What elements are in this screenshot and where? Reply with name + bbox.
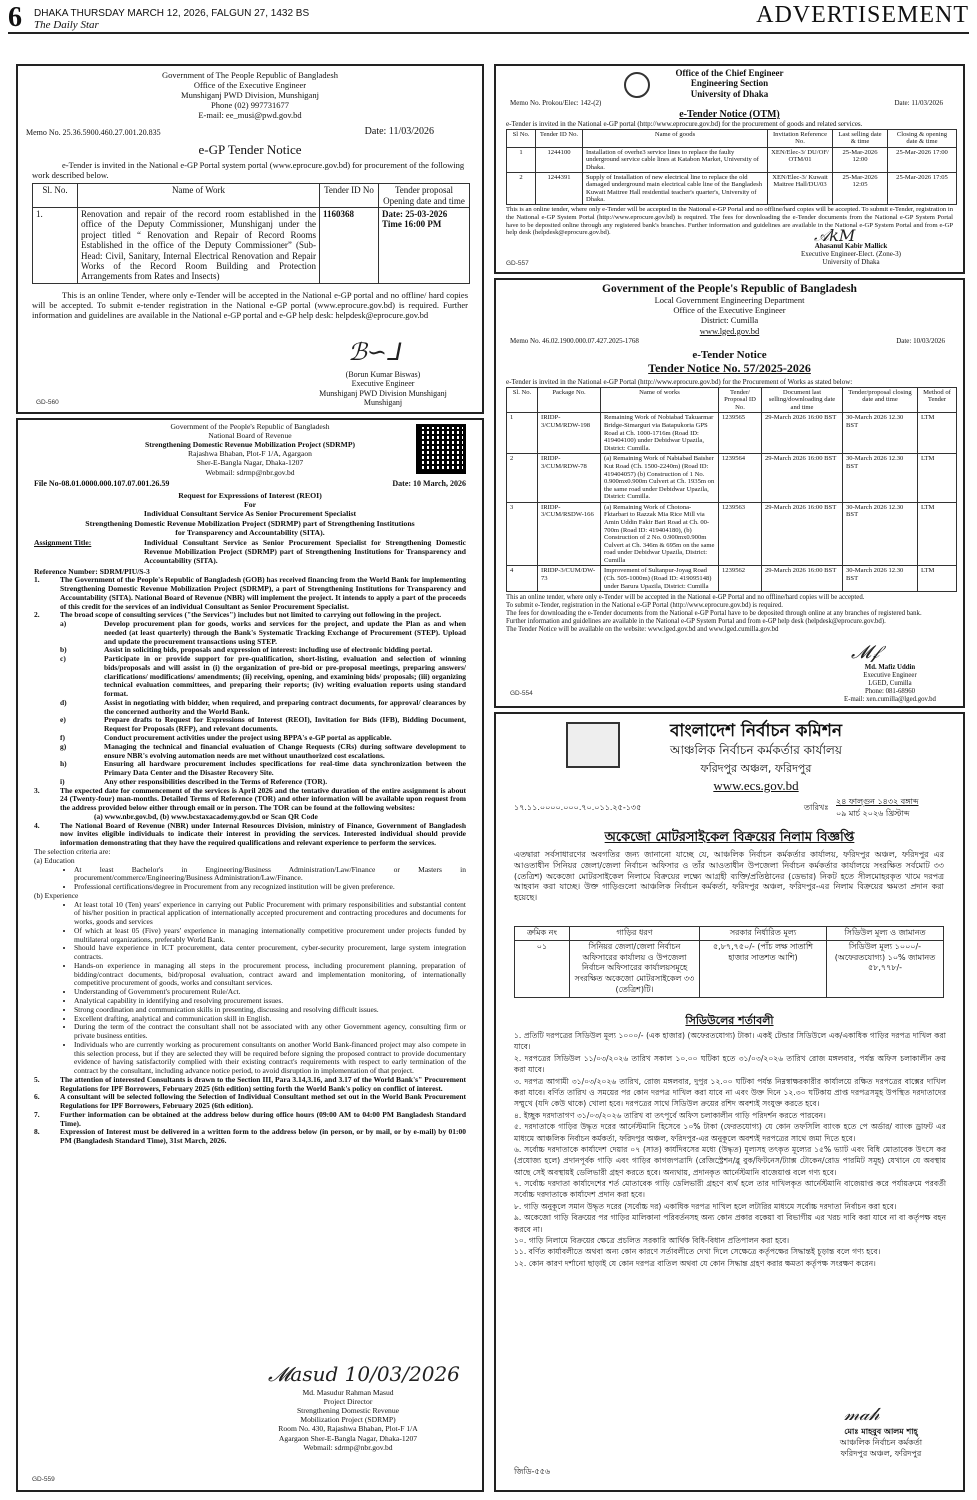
scope-list: [60, 620, 466, 787]
table-row: 1 IRIDP-3/CUM/RDW-198 Remaining Work of Nobiabad Takuarmar Bridge-Simarguri via Batapukoria GPS Road at Ch. 1000-1716m (Road ID: 419404100) under Debidwar Upazila, District: Cumilla. 1239565 29-March 2026 16:00 BST 30-March 2026 12.30 BST LTM: [507, 413, 957, 454]
header-line: Government of the People's Republic of Bangladesh: [170, 422, 330, 431]
auction-table: [514, 926, 944, 998]
col-header: Sl. No.: [507, 387, 538, 413]
list-item: h) Ensuring all hardware procurement includes specifications for real-time data synchronization between the Primary Data Center and the Disaster Recovery Site.: [60, 759, 466, 778]
header-line: Munshiganj PWD Division, Munshiganj: [181, 90, 319, 101]
list-item: ৬. সর্বোচ্চ দরদাতাকে কার্যাদেশ দেয়ার ০৭ (সাত) কার্যদিবসের মধ্যে (উদ্ধৃত) মূল্যসহ তৎকৃত মূল্যের ১৫% ভ্যাট এবং বিধি মোতাবেক উৎসে কর (প্রযোজ্য হলে) প্রদানপূর্বক গাড়ি এবং গাড়ির কাগজপত্রাদি (রেজিস্ট্রেশন/ব্লু বুক/ফিটনেস/ট্যাক্স টোকেন/রোড পারমিট সমূহ) যেখানে যে অবস্থায় আছে সেই অবস্থায়ই ডেলিভারী গ্রহণ করতে হবে। অন্যথায়, প্রদানকৃত আর্নেস্টমানি বাজেয়াপ্ত বলে গণ্য হবে।: [514, 1144, 946, 1177]
signature: 𝒜kM: [814, 226, 856, 245]
note-line: The Tender Notice will be available on the website: www.lged.gov.bd and www.lged.cumilla.gov.bd: [506, 625, 779, 633]
ad-election-commission: [494, 712, 965, 1492]
para-6: A consultant will be selected following the Selection of Individual Consultant method set out in the World Bank Procurement Regulations for IPF Borrowers, February 2025 (6th edition).: [60, 1092, 466, 1111]
signer-line: E-mail: xen.cumilla@lged.gov.bd: [844, 696, 936, 704]
col-header: গাড়ির ধরণ: [570, 927, 700, 941]
header-line: Local Government Engineering Department: [654, 295, 805, 305]
memo-number: Memo No. Prokou/Elec: 142-(2): [510, 99, 602, 108]
header-line: National Board of Revenue: [208, 431, 292, 441]
criteria-label: The selection criteria are:: [34, 846, 111, 856]
signature: 𝓜asud 10/03/2026: [268, 1362, 460, 1386]
note-line: This an online tender, where only e-Tender will be accepted in the National e-GP Portal and no offline/hard copies will be accepted.: [506, 594, 865, 602]
col-header: Sl. No.: [33, 184, 78, 208]
page-number: 6: [8, 2, 22, 33]
signer-line: Room No. 430, Rajashwa Bhaban, Plot-F 1/A: [278, 1424, 418, 1434]
para-5: The attention of interested Consultants is drawn to the Section III, Para 3.14,3.16, and 3.17 of the World Bank's" Procurement Regulations for IPF Borrowers, February 2025 (6th edition) setting forth the World Bank's policy on conflict of interest.: [60, 1074, 466, 1093]
note-line: Further information and guidelines are available in the National e-GP System Portal and from e-GP help desk (helpdesk@eprocure.gov.bd).: [506, 618, 886, 626]
intro-text: এতদ্বারা সর্বসাধারণের অবগতির জন্য জানানো যাচ্ছে যে, আঞ্চলিক নির্বাচন কর্মকর্তার কার্যালয়, ফরিদপুর অঞ্চল, ফরিদপুর এর আওতাধীন সিনিয়র জেলা/জেলা নির্বাচন অফিসার ও তাঁর আওতাধীন উপজেলা নির্বাচন কর্মকর্তার কার্যালয়ে সংরক্ষিত সর্বমোট ৩৩ (তেত্রিশ) অকেজো মোটরসাইকেল নিলামে বিক্রয়ের লক্ষ্যে আগ্রহী ব্যক্তি/প্রতিষ্ঠানের (ডেভার) নিকট হতে সীলমোহরকৃত খামে দরপত্র আহবান করা যাচ্ছে। উক্ত গাড়িগুলো আঞ্চলিক নির্বাচন কর্মকর্তা, ফরিদপুর অঞ্চল, ফরিদপুর-এর নিলাম বিক্রয়ের ক্ষমতা প্রদান করা হয়েছে।: [514, 850, 944, 903]
list-item: • Individuals who are currently working as procurement consultants on another World Bank-financed project may also compete in this selection process, but if they are selected they will be required before signing the proposed contract to provide documentary evidence of having satisfactorily complied with their existing contract's requirements with respect to early termination of the contract by the consultant, including advance notice period, to avoid disruption in implementation of that project.: [74, 1041, 466, 1076]
col-header: Invitation Reference No.: [768, 130, 833, 148]
ad-munshiganj-pwd: [16, 64, 484, 414]
list-item: ৭. সর্বোচ্চ দরদাতা কার্যাদেশের শর্ত মোতাবেক গাড়ি ডেলিভারী গ্রহণে ব্যর্থ হলে তার দাখিলকৃত আর্নেস্টমানি বাজেয়াপ্ত করে পর্যায়ক্রমে পরবর্তী সর্বোচ্চ দরদাতাকে কার্যাদেশ প্রদান করা হবে।: [514, 1179, 946, 1200]
table-row: 1 1244100 Installation of overhe3 service lines to replace the faulty underground service cable lines at Katabon Market, University of Dhaka. XEN/Elec-3/ DU/OF/ OTM/01 25-Mar-2026 12:00 25-Mar-2026 17:00: [507, 147, 957, 172]
list-item: ৪. ইচ্ছুক দরদাতাগণ ৩১/০৩/২০২৬ তারিখ বা তৎপূর্বে অফিস চলাকালীন গাড়ি পরিদর্শন করতে পারবেন।: [514, 1110, 826, 1120]
intro-text: e-Tender is invited in the National e-GP portal (http://www.eprocure.gov.bd) for the procurement of goods and related services.: [506, 120, 863, 129]
header-line: Office of the Chief Engineer: [675, 68, 784, 78]
notice-title: e-Tender Notice: [692, 348, 767, 361]
section-title: ADVERTISEMENT: [756, 2, 969, 28]
signer-line: LGED, Cumilla: [868, 680, 912, 688]
list-item: • Excellent drafting, analytical and communication skill in English.: [74, 1015, 466, 1024]
header-line: University of Dhaka: [690, 88, 769, 99]
assignment-label: Assignment Title:: [34, 538, 92, 548]
online-note: This is an online tender, where only e-Tender will be accepted in the National e-GP Portal and no offline/hard copies will be accepted. To submit e-Tender, registration in the National e-GP System Portal (http://www.eprocure.gov.bd) is required. The fees for downloading the e-Tender documents from the National e-GP System Portal have to be deposited online through any registered bank's branches. Further information and guidelines are available in the National e-GP System Portal and from e-GP help desk (helpdesk@eprocure.gov.bd).: [506, 206, 953, 237]
col-header: সরকার নির্ধারিত মূল্য: [700, 927, 827, 941]
col-header: Tender/ Proposal ID No.: [719, 387, 762, 413]
para-3: The expected date for commencement of the services is April 2026 and the tentative duration of the entire assignment is about 24 (Twenty-four) man-months. Detailed Terms of Reference (TOR) and other information will be available upon request from the address provided below either through email or in person. The TOR can be found at the following websites:: [60, 785, 466, 813]
terms-list: [514, 1030, 946, 1269]
intro-text: e-Tender is invited in the National e-GP Portal (http://www.eprocure.gov.bd) for the Procurement of Works as stated below:: [506, 377, 853, 386]
list-item: ২. দরপত্রের সিডিউল ১১/০৩/২০২৬ তারিখ সকাল ১০.০০ ঘটিকা হতে ৩১/০৩/২০২৬ তারিখ রোজ মঙ্গলবার, পর্যন্ত অফিস চলাকালীন ক্রয় করা যাবে।: [514, 1053, 946, 1075]
date-bangla: ২৪ ফাল্গুন ১৪৩২ বঙ্গাব্দ: [836, 797, 919, 806]
notice-title: e-GP Tender Notice: [198, 142, 302, 158]
para-1: The Government of the People's Republic of Bangladesh (GOB) has received financing from the World Bank for implementing Strengthening Domestic Revenue Mobilization Project (SDRMP), a part of Strengthening Institutions for Transparency and Accountability (SITA). National Board of Revenue (NBR) will implement the project. It intends to apply a part of the proceeds of this credit for the services of an individual Consultant as Senior Procurement Specialist.: [60, 575, 466, 611]
header-line: District: Cumilla: [700, 315, 759, 326]
signer-line: Phone: 081-68960: [864, 688, 916, 696]
tender-table: [506, 129, 957, 205]
signer-line: Md. Mafiz Uddin: [864, 664, 916, 671]
list-item: e) Prepare drafts to Request for Expressions of Interest (REOI), Invitation for Bids (IFB), Bidding Document, Request for Proposals (RFP), and relevant documents.: [60, 715, 466, 734]
memo-number: Memo No. 25.36.5900.460.27.001.20.835: [26, 128, 161, 138]
signer-line: Agargaon Sher-E-Bangla Nagar, Dhaka-1207: [278, 1433, 418, 1443]
header-line: Strengthening Domestic Revenue Mobilization Project (SDRMP): [145, 440, 355, 450]
tender-table: [32, 183, 470, 283]
signer-line: Strengthening Domestic Revenue: [296, 1406, 400, 1416]
signature: 𝓜𝒻: [851, 642, 880, 663]
qr-code[interactable]: [416, 424, 466, 474]
title-line: Individual Consultant Service As Senior Procurement Specialist: [143, 509, 357, 519]
col-header: Package No.: [538, 387, 601, 413]
col-header: Closing & opening date & time: [888, 130, 957, 148]
list-item: • At least total 10 (Ten) years' experience in carrying out Public Procurement with primary responsibilities and substantial content of his/her position in practical application of internationally accepted procurement and contracting procedures and documents for works, goods and services: [74, 901, 466, 927]
col-header: Document last selling/downloading date and time: [762, 387, 843, 413]
signature: 𝓂𝒶𝒽: [844, 1404, 880, 1425]
office-name: আঞ্চলিক নির্বাচন কর্মকর্তার কার্যালয়: [670, 743, 842, 757]
list-item: f) Conduct procurement activities under the project using BPPA's e-GP portal as applicable.: [60, 733, 392, 743]
header-line: Government of The People Republic of Bangladesh: [162, 70, 338, 80]
list-item: • Hands-on experience in managing all steps in the procurement process, including procurement planning, preparation of bidding/contract documents, bid/proposal evaluation, contract award and implementation monitoring, of internationally competitive procurement of goods, works and consultant services.: [74, 962, 466, 988]
website-link[interactable]: www.ecs.gov.bd: [713, 778, 799, 793]
page-masthead: [8, 2, 969, 34]
list-item: ৯. অকেজো গাড়ি বিক্রয়ের পর গাড়ির মালিকানা পরিবর্তনসহ অন্য কোন প্রকার বকেয়া বা বিভাগীয় এর খরচ দাবি করা যাবে না বা কর্তৃপক্ষ বহন করবে না।: [514, 1213, 946, 1234]
col-header: Last selling date & time: [833, 130, 888, 148]
header-line: Engineering Section: [690, 78, 769, 89]
table-row: [33, 208, 470, 283]
cell-opening: Date: 25-03-2026 Time 16:00 PM: [379, 208, 470, 283]
cell-sl: 1.: [33, 208, 78, 283]
notice-title: e-Tender Notice (OTM): [679, 109, 780, 121]
signer-line: Mobilization Project (SDRMP): [300, 1415, 396, 1425]
title-line: For: [243, 500, 257, 509]
notice-date: Date: 10 March, 2026: [392, 478, 466, 488]
notice-date: Date: 10/03/2026: [896, 336, 945, 345]
signer-line: University of Dhaka: [822, 258, 880, 267]
date-gregorian: ০৯ মার্চ ২০২৬ খ্রিস্টাব্দ: [836, 809, 910, 818]
signature: ℬ∽⅃: [348, 338, 401, 366]
note-line: The fees for downloading the e-Tender documents from the National e-GP Portal have to be deposited through online at any branches of registered bank.: [506, 610, 922, 618]
para-7: Further information can be obtained at the address below during office hours (09:00 AM to 04:00 PM Bangladesh Standard Time).: [60, 1109, 466, 1128]
gov-title: Government of the People's Republic of Bangladesh: [602, 283, 857, 295]
col-header: Method of Tender: [918, 387, 957, 413]
date-label: তারিখঃ: [804, 803, 829, 812]
list-item: • Professional certifications/degree in Procurement from any recognized institution will be given preference.: [74, 883, 466, 892]
list-item: ৮. গাড়ি অনুকূলে সমান উদ্ধৃত দরের (সর্বোচ্চ দর) একাধিক দরপত্র দাখিল হলে লটারির মাধ্যমে সর্বোচ্চ দরদাতা নির্বাচন করা হবে।: [514, 1201, 897, 1211]
col-header: Tender proposal Opening date and time: [379, 184, 470, 208]
title-line: Request for Expressions of Interest (REOI): [178, 490, 322, 500]
signer-line: আঞ্চলিক নির্বাচন কর্মকর্তা: [839, 1438, 923, 1448]
header-line: Phone (02) 997731677: [211, 100, 289, 111]
ad-code: GD-554: [510, 690, 533, 697]
header-line: E-mail: ee_musi@pwd.gov.bd: [198, 110, 302, 121]
dateline: DHAKA THURSDAY MARCH 12, 2026, FALGUN 27, 1432 BS: [34, 8, 310, 19]
col-header: Tender ID No.: [536, 130, 583, 148]
website-link[interactable]: www.lged.gov.bd: [699, 325, 760, 336]
ad-lged-cumilla: [494, 278, 965, 708]
ad-code: জিডি-৫৫৬: [514, 1467, 551, 1476]
signer-line: Ahasanul Kabir Mallick: [814, 242, 888, 250]
title-line: Strengthening Domestic Revenue Mobilization Project (SDRMP) part of Strengthening Institutions: [85, 518, 415, 528]
note-line: To submit e-Tender, registration in the National e-GP Portal (http://www.eprocure.gov.bd) is required.: [506, 602, 783, 610]
para-8: Expression of Interest must be delivered in a written form to the address below (in person, or by mail, or by e-mail) by 01:00 PM (Bangladesh Standard Time), 31st March, 2026.: [60, 1127, 466, 1146]
list-item: ৫. দরদাতাকে গাড়ির উদ্ধৃত দরের আর্নেস্টমানি হিসেবে ১০% টাকা (ফেরতযোগ্য) যে কোন তফসিলি ব্যাংক হতে পে অর্ডার/ ব্যাংক ড্রাফট এর মাধ্যমে আঞ্চলিক নির্বাচন কর্মকর্তা, ফরিদপুর অঞ্চল, ফরিদপুর-এর অনুকূলে অবশ্যই দরপত্রের সাথে জমা দিতে হবে।: [514, 1122, 946, 1143]
list-item: • Understanding of Government's procurement Rule/Act.: [74, 988, 466, 997]
list-item: ১১. বর্ণিত কার্যাবলীতে অথবা অন্য কোন কারণে সর্তাবলীতে দেখা দিলে সেক্ষেত্রে কর্তৃপক্ষের সিদ্ধান্তই চূড়ান্ত বলে গণ্য হবে।: [514, 1247, 881, 1257]
list-item: ১. প্রতিটি দরপত্রের সিডিউল মূল্য ১০০০/- (এক হাজার) (অফেরতযোগ্য) টাকা। একই টেন্ডার সিডিউলে এক/একাধিক গাড়ির দরপত্র দাখিল করা যাবে।: [514, 1031, 946, 1052]
header-line: Rajashwa Bhaban, Plot-F 1/A, Agargaon: [188, 449, 312, 459]
education-list: [34, 866, 466, 892]
list-item: • Strong coordination and communication skills in presenting, discussing and resolving difficult issues.: [74, 1006, 466, 1015]
signer-line: Executive Engineer-Elect. (Zone-3): [801, 250, 901, 259]
signer-line: Webmail: sdrmp@nbr.gov.bd: [303, 1442, 393, 1452]
signer-line: Md. Masudur Rahman Masud: [302, 1388, 394, 1397]
region-name: ফরিদপুর অঞ্চল, ফরিদপুর: [700, 762, 812, 775]
cell-tender-id: 1160368: [320, 208, 379, 283]
para-4: The National Board of Revenue (NBR) under Internal Resources Division, ministry of Finance, Government of Bangladesh now invites eligible individuals to indicate their interest in providing the services. Interested individual should provide information demonstrating that they have the required qualifications and relevant experience to perform the services.: [60, 820, 466, 848]
list-item: a) Develop procurement plan for goods, works and services for the project, and update the Plan as and when needed (at least quarterly) through the Bank's Systematic Tracking Exchange of Procurement (STEP). Upload and update the procurement transactions using STEP.: [60, 619, 466, 646]
header-line: Sher-E-Bangla Nagar, Dhaka-1207: [196, 458, 304, 468]
notice-date: Date: 11/03/2026: [364, 126, 434, 138]
header-line: Office of the Executive Engineer: [673, 305, 786, 316]
memo-number: Memo No. 46.02.1900.000.07.427.2025-1768: [510, 336, 639, 345]
online-note: This is an online Tender, where only e-Tender will be accepted in the National e-GP portal and no offline/ hard copies will be accepted. To submit e-tender registration in the National e-GP portal (www.eprocure.gov.bd) is required. Further information and guidelines are available in the National e-GP portal and e-GP help desk: helpdesk@eprocure.gov.bd: [32, 289, 468, 320]
col-header: ক্রমিক নং: [515, 927, 570, 941]
col-header: Name of works: [601, 387, 719, 413]
ad-nbr-reoi: Government of the People's Republic of Bangladesh National Board of Revenue Strengthening Domestic Revenue Mobilization Project (SDRMP) Rajashwa Bhaban, Plot-F 1/A, Agargaon Sher-E-Bangla Nagar, Dhaka-1207 Webmail: sdrmp@nbr.gov.bd File No-08.01.0000.000.107.07.001.26.59 Date: 10 March, 2026 Request for Expressions of Interest (REOI) For Individual Consultant Service As Senior Procurement Specialist Strengthening Domestic Revenue Mobilization Project (SDRMP) part of Strengthening Institutions for Transparency and Accountability (SITA). Assignment Title: Individual Consultant Service as Senior Procurement Specialist for Strengthening Domestic Revenue Mobilization Project (SDRMP) part of Strengthening Institutions for Transparency and Accountability (SITA). Reference Number: SDRM/PIU/S-3 1. The Government of the People's Republic of Bangladesh (GOB) has received financing from the World Bank for implementing Strengthening Domestic Revenue Mobilization Project (SDRMP), a part of Strengthening Institutions for Transparency and Accountability (SITA). National Board of Revenue (NBR) will implement the project. It intends to apply a part of the proceeds of this credit for the services of an individual Consultant as Senior Procurement Specialist. 2. The broad scope of consulting services ("the Services") includes but not limited to carrying out following in the project. a) Develop procurement plan for goods, works and services for the project, and update the Plan as and when needed (at least quarterly) through the Bank's Systematic Tracking Exchange of Procurement (STEP). Upload and update the procurement transactions using STEP. b) Assist in soliciting bids, proposals and expression of interest: including use of electronic bidding portal. c) Participate in or provide support for pre-qualification, short-listing, evaluation and selection of winning bids/proposals and will assist in (i) the organization of pre-bid or pre-proposal meetings, preparing answers/ clarifications/ modifications/ amendments; (ii) receiving, opening, and examining bids/ proposals; (iii) organizing technical evaluation committees, and preparing their reports; (iv) writing evaluation reports using standard format. d) Assist in negotiating with bidder, when required, and preparing contract documents, for approval/ clearances by the concerned authority and the World Bank. e) Prepare drafts to Request for Expressions of Interest (REOI), Invitation for Bids (IFB), Bidding Document, Request for Proposals (RFP), and relevant documents. f) Conduct procurement activities under the project using BPPA's e-GP portal as applicable. g) Managing the technical and financial evaluation of Change Requests (CRs) during software development to ensure NBR's evolving automation needs are met without unauthorized cost escalations. h) Ensuring all hardware procurement includes specifications for real-time data synchronization between the Primary Data Center and the Disaster Recovery Site. i) Any other responsibilities described in the Terms of Reference (TOR). 3. The expected date for commencement of the services is April 2026 and the tentative duration of the entire assignment is about 24 (Twenty-four) man-months. Detailed Terms of Reference (TOR) and other information will be available upon request from the address provided below either through email or in person. The TOR can be found at the following websites: (a) www.nbr.gov.bd, (b) www.bcstaxacademy.gov.bd or Scan QR Code 4. The National Board of Revenue (NBR) under Internal Resources Division, ministry of Finance, Government of Bangladesh now invites eligible individuals to indicate their interest in providing the services. Interested individual should provide information demonstrating that they have the required qualifications and relevant experience to perform the services. The selection criteria are: (a) Education • At least Bachelor's in Engineering/Business Administration/Law/Finance or Masters in procurement/commerce/Engineering/Business Administration/Law/Finance. • Professional certifications/degree in Procurement from any recognized institution will be given preference. (b) Experience • At least total 10 (Ten) years' experience in carrying out Public Procurement with primary responsibilities and substantial content of his/her position in practical application of internationally accepted procurement and contracting procedures and documents for works, goods and services • Of which at least 05 (Five) years' experience in managing internationally competitive procurement under projects funded by multilateral organizations, preferably World Bank. • Should have experience in ICT procurement, data center procurement, cyber-security procurement, large system integration contracts. • Hands-on experience in managing all steps in the procurement process, including procurement planning, preparation of bidding/contract documents, bid/proposal evaluation, contract award and implementation monitoring, of internationally competitive procurement of goods, works and consultant services. • Understanding of Government's procurement Rule/Act. • Analytical capability in identifying and resolving procurement issues. • Strong coordination and communication skills in presenting, discussing and resolving difficult issues. • Excellent drafting, analytical and communication skill in English. • During the term of the contract the consultant shall not be associated with any other Government agency, consulting firm or private business entities. • Individuals who are currently working as procurement consultants on another World Bank-financed project may also compete in this selection process, but if they are selected they will be required before signing the proposed contract to provide documentary evidence of having satisfactorily complied with their existing contract's requirements with respect to early termination of the contract by the consultant, including advance notice period, to avoid disruption in implementation of that project. 5. The attention of interested Consultants is drawn to the Section III, Para 3.14,3.16, and 3.17 of the World Bank's" Procurement Regulations for IPF Borrowers, February 2025 (6th edition) setting forth the World Bank's policy on conflict of interest. 6. A consultant will be selected following the Selection of Individual Consultant method set out in the World Bank Procurement Regulations for IPF Borrowers, February 2025 (6th edition). 7. Further information can be obtained at the address below during office hours (09:00 AM to 04:00 PM Bangladesh Standard Time). 8. Expression of Interest must be delivered in a written form to the address below (in person, or by mail, or by e-mail) by 01:00 PM (Bangladesh Standard Time), 31st March, 2026. 𝓜asud 10/03/2026 Md. Masudur Rahman Masud Project Director Strengthening Domestic Revenue Mobilization Project (SDRMP) Room No. 430, Rajashwa Bhaban, Plot-F 1/A Agargaon Sher-E-Bangla Nagar, Dhaka-1207 Webmail: sdrmp@nbr.gov.bd GD-559: [16, 418, 484, 1492]
signer-line: Executive Engineer: [863, 672, 917, 680]
list-item: b) Assist in soliciting bids, proposals and expression of interest: including use of electronic bidding portal.: [60, 645, 433, 655]
col-header: Name of Work: [78, 184, 320, 208]
reference-number: Reference Number: SDRM/PIU/S-3: [34, 567, 150, 577]
list-item: ৩. দরপত্র আগামী ৩১/০৩/২০২৬ তারিখ, রোজ মঙ্গলবার, দুপুর ১২.০০ ঘটিকা পর্যন্ত নিম্নস্বাক্ষরকারীর কার্যালয়ে রক্ষিত দরপত্রের বাক্সের দাখিল করা যাবে। বর্ণিত তারিখ ও সময়ের পর কোন দরপত্র দাখিল করা যাবে না এবং উক্ত দিনে ১২.৩০ ঘটিকায় প্রাপ্ত দরপত্রসমূহ উপস্থিত দরদাতাদের সম্মুখে (যদি কেউ থাকে) খোলা হবে। দরপত্রের সাথে সিডিউল ক্রয়ের রশিদ অবশ্যই সংযুক্ত করতে হবে।: [514, 1076, 946, 1109]
col-header: Tender ID No: [320, 184, 379, 208]
experience-label: (b) Experience: [34, 890, 79, 900]
notice-org: বাংলাদেশ নির্বাচন কমিশন: [669, 721, 843, 741]
experience-list: [34, 901, 466, 1076]
file-number: File No-08.01.0000.000.107.07.001.26.59: [34, 478, 170, 488]
education-label: (a) Education: [34, 855, 75, 865]
header-line: Webmail: sdrmp@nbr.gov.bd: [205, 467, 295, 477]
signer-line: মোঃ মাহবুব আলম শাহ্: [844, 1427, 918, 1436]
signer-line: ফরিদপুর অঞ্চল, ফরিদপুর: [840, 1449, 922, 1459]
signer-line: Project Director: [323, 1397, 373, 1407]
ad-code: GD-560: [36, 399, 59, 406]
list-item: c) Participate in or provide support for pre-qualification, short-listing, evaluation and selection of winning bids/proposals and will assist in (i) the organization of pre-bid or pre-proposal meetings, preparing answers/ clarifications/ modifications/ amendments; (ii) receiving, opening, and examining bids/ proposals; (iii) organizing technical evaluation committees, and preparing their reports; (iv) writing evaluation reports using standard format.: [60, 654, 466, 699]
terms-title: সিডিউলের শর্তাবলী: [685, 1014, 774, 1027]
notice-heading: অকেজো মোটরসাইকেল বিক্রয়ের নিলাম বিজ্ঞপ্তি: [604, 830, 855, 845]
ad-dhaka-university: [494, 64, 965, 274]
intro-text: e-Tender is invited in the National e-GP Portal system portal (www.eprocure.gov.bd) for procurement of the following work described below.: [32, 160, 465, 181]
newspaper-logo: The Daily Star: [34, 19, 99, 31]
col-header: Sl No.: [507, 130, 536, 148]
ad-code: GD-557: [506, 260, 529, 267]
list-item: g) Managing the technical and financial evaluation of Change Requests (CRs) during software development to ensure NBR's evolving automation needs are met without unauthorized cost escalations.: [60, 741, 466, 760]
notice-subtitle: Tender Notice No. 57/2025-2026: [648, 360, 811, 375]
list-item: • Analytical capability in identifying and resolving procurement issues.: [74, 997, 466, 1006]
signer-line: Executive Engineer: [351, 379, 415, 389]
list-item: • Of which at least 05 (Five) years' experience in managing internationally competitive procurement under projects funded by multilateral organizations, preferably World Bank.: [74, 927, 466, 945]
table-row: ০১ সিনিয়র জেলা/জেলা নির্বাচন অফিসারের কার্যালয় ও উপজেলা নির্বাচন অফিসারের কার্যালয়সমূহে সংরক্ষিত অকেজো মোটরসাইকেল ৩৩ (তেত্রিশ)টি। ৫,৮৭,৭৫০/- (পাঁচ লক্ষ সাতাশি হাজার সাতশত আশি) সিডিউল মূল্য ১০০০/- (অফেরতযোগ্য) ১০% জামানত ৫৮,৭৭৮/-: [515, 940, 944, 997]
memo-number: ১৭.১১.০০০০.০০০.৭০.০১১.২৫-১৩৫: [514, 803, 642, 812]
list-item: ১২. কোন কারণ দর্শানো ছাড়াই যে কোন দরপত্র বাতিল অথবা যে কোন সিদ্ধান্ত গ্রহণ করার ক্ষমতা কর্তৃপক্ষ সংরক্ষণ করেন।: [514, 1258, 876, 1268]
para-2: The broad scope of consulting services ("the Services") includes but not limited to carrying out following in the project.: [60, 610, 442, 620]
signer-line: Munshiganj: [363, 398, 403, 408]
table-row: 2 IRIDP-3/CUM/RDW-78 (a) Remaining Work of Nabiabad Baisher Kut Road (Ch. 1500-2240m) (Road ID: 419404057) (b) Construction of 1 No. 0.900mx0.900m Culvert at Ch. 1935m on the same road under Debidwar Upazila, District: Cumilla. 1239564 29-March 2026 16:00 BST 30-March 2026 12.30 BST LTM: [507, 454, 957, 502]
signer-line: Munshiganj PWD Division Munshiganj: [319, 388, 447, 398]
list-item: • During the term of the contract the consultant shall not be associated with any other Government agency, consulting firm or private business entities.: [74, 1023, 466, 1041]
tender-table: [506, 387, 957, 592]
signer-line: (Borun Kumar Biswas): [345, 370, 421, 379]
table-row: 2 1244391 Supply of Installation of new electrical line to replace the old damaged underground main electrical cable line of the Bangladesh Kuwait Maitree Hall residential teacher's quarter's, University of Dhaka. XEN/Elec-3/ Kuwait Maitree Hall/DU/03 25-Mar-2026 12:05 25-Mar-2026 17:05: [507, 172, 957, 205]
list-item: • At least Bachelor's in Engineering/Business Administration/Law/Finance or Masters in procurement/commerce/Engineering/Business Administration/Law/Finance.: [74, 866, 466, 884]
col-header: সিডিউল মূল্য ও জামানত: [827, 927, 944, 941]
list-item: i) Any other responsibilities described in the Terms of Reference (TOR).: [60, 776, 328, 786]
cell-work: Renovation and repair of the record room established in the office of the Deputy Commissioner, Munshiganj under the project titled “ Renovation and Repair of Record Rooms Established in the office of the Deputy Commissioner” (Sub-Head: Civil, Sanitary, Internal Electrical Renovation and Repair Works of the Record Room Building and Protection Arrangements from Rates and Insects): [78, 208, 320, 283]
table-row: 3 IRIDP-3/CUM/RSDW-166 (a) Remaining Work of Chotona-Fktarbari to Razzak Mia Rice Mill via Amin Uddin Fakir Bari Road at Ch. 00-700m (Road ID: 419404180), (b) Construction of 2 No. 0.900mx0.900m Culvert at Ch. 346m & 695m on the same road under Debidwar Upazila, District: Cumilla 1239563 29-March 2026 16:00 BST 30-March 2026 12.30 BST LTM: [507, 502, 957, 566]
title-line: for Transparency and Accountability (SITA).: [175, 528, 325, 538]
ad-code: GD-559: [32, 1476, 55, 1483]
tor-links[interactable]: (a) www.nbr.gov.bd, (b) www.bcstaxacademy.gov.bd or Scan QR Code: [94, 811, 318, 821]
notice-date: Date: 11/03/2026: [894, 99, 943, 108]
university-crest-icon: [624, 72, 650, 98]
col-header: Name of goods: [583, 130, 768, 148]
list-item: d) Assist in negotiating with bidder, when required, and preparing contract documents, for approval/ clearances by the concerned authority and the World Bank.: [60, 697, 466, 716]
table-row: 4 IRIDP-3/CUM/DW-73 Improvement of Sultanpur-Joyag Road (Ch. 505-1000m) (Road ID: 419095148) under Barura Upazila, District: Cumilla 1239562 29-March 2026 16:00 BST 30-March 2026 12.30 BST LTM: [507, 566, 957, 592]
list-item: • Should have experience in ICT procurement, data center procurement, cyber-security procurement, large system integration contracts.: [74, 944, 466, 962]
assignment-title: Individual Consultant Service as Senior Procurement Specialist for Strengthening Domestic Revenue Mobilization Project (SDRMP) part of Strengthening Institutions for Transparency and Accountability (SITA).: [144, 538, 466, 566]
col-header: Tender/proposal closing date and time: [843, 387, 918, 413]
list-item: ১০. গাড়ি নিলামে বিক্রয়ের ক্ষেত্রে প্রচলিত সরকারি আর্থিক বিধি-বিধান প্রতিপালন করা হবে।: [514, 1236, 790, 1246]
header-line: Office of the Executive Engineer: [193, 80, 307, 91]
